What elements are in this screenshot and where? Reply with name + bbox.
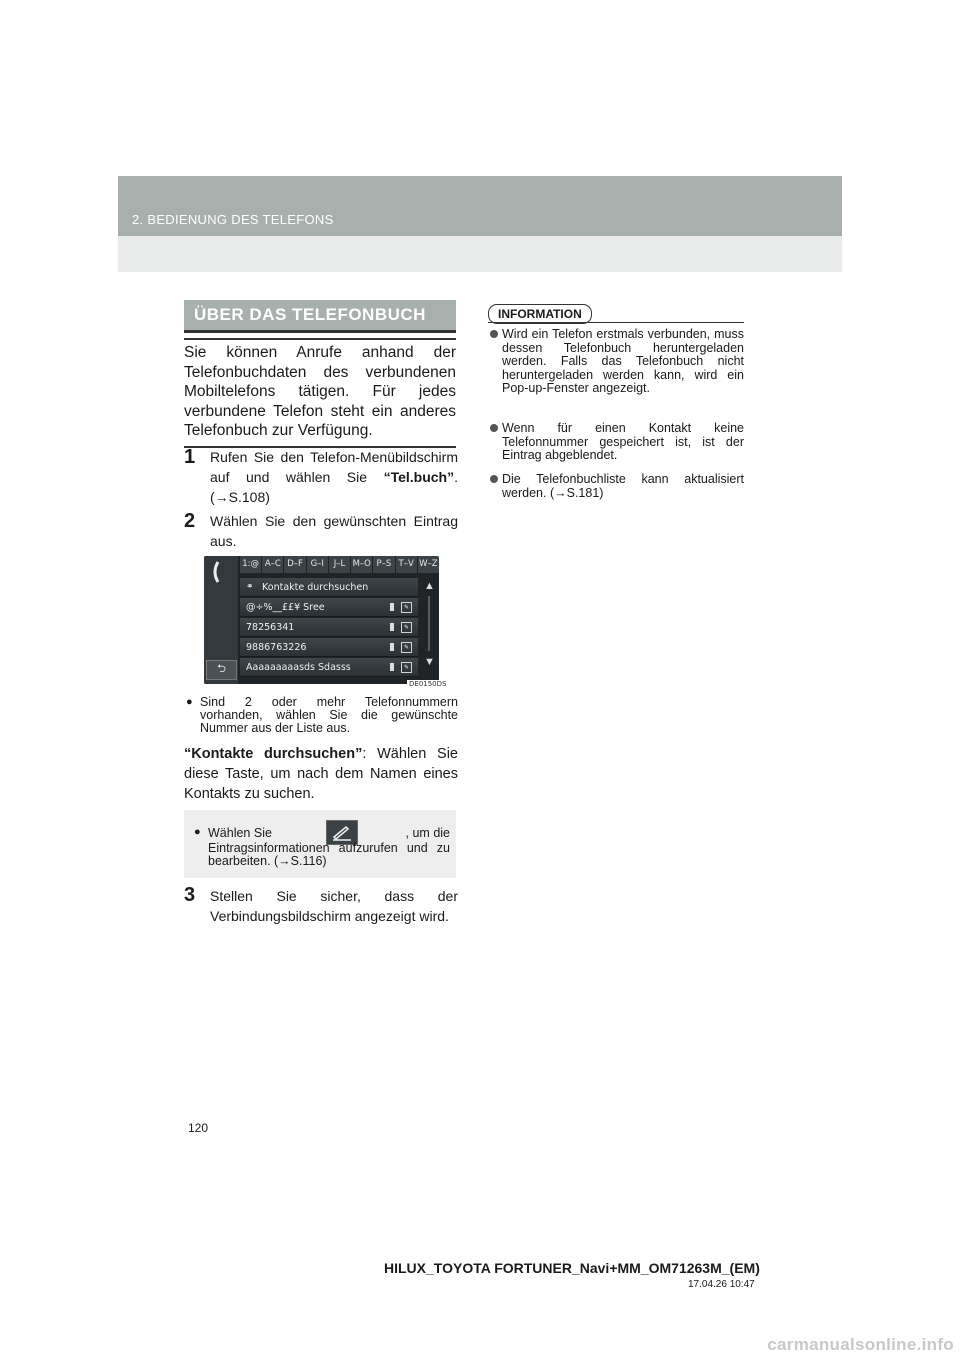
edit-icon: ✎ <box>401 602 412 613</box>
bullet-icon <box>490 475 498 483</box>
section-heading <box>184 300 456 333</box>
bullet-icon <box>490 330 498 338</box>
back-icon[interactable]: ⮌ <box>206 660 237 680</box>
info-item: Wenn für einen Kontakt keine Telefonnummer gespeichert ist, ist der Eintrag abgeblendet. <box>502 421 744 462</box>
info-item: Die Telefonbuchliste kann aktualisiert werden. (→S.181) <box>502 472 744 500</box>
tab-alpha[interactable]: A–C <box>262 556 283 573</box>
bullet-icon: ● <box>186 696 193 708</box>
bullet-text: Sind 2 oder mehr Telefonnummern vorhanden, wählen Sie die gewünschte Nummer aus der Liste aus. <box>200 695 458 735</box>
timestamp: 17.04.26 10:47 <box>688 1279 755 1290</box>
phone-icon <box>390 663 394 671</box>
tab-alpha[interactable]: W–Z <box>418 556 439 573</box>
tab-alpha[interactable]: G–I <box>307 556 328 573</box>
contact-row[interactable]: 9886763226 ✎ <box>240 638 418 657</box>
edit-icon: ✎ <box>401 622 412 633</box>
screen-sidebar <box>204 556 238 684</box>
watermark: carmanualsonline.info <box>767 1335 954 1354</box>
phonebook-screenshot <box>204 556 439 684</box>
document-id: HILUX_TOYOTA FORTUNER_Navi+MM_OM71263M_(EM) <box>384 1260 760 1276</box>
search-contacts-button[interactable] <box>240 578 418 597</box>
search-note: “Kontakte durchsuchen”: Wählen Sie diese Taste, um nach dem Namen eines Kontakts zu suchen. <box>184 746 458 802</box>
contact-row[interactable]: @÷%__££¥ Sree ✎ <box>240 598 418 617</box>
information-label: INFORMATION <box>488 304 592 324</box>
phone-icon <box>390 643 394 651</box>
image-code: DE0150DS <box>409 680 447 688</box>
step-2-text: Wählen Sie den gewünschten Eintrag aus. <box>210 513 458 549</box>
edit-icon: ✎ <box>401 642 412 653</box>
phone-icon <box>390 603 394 611</box>
tab-alpha[interactable]: M–O <box>351 556 372 573</box>
info-item: Wird ein Telefon erstmals verbunden, muss dessen Telefonbuch heruntergeladen werden. Falls das Telefonbuch nicht heruntergeladen werden kann, wird ein Pop-up-Fenster angezeigt. <box>502 327 744 395</box>
scrollbar[interactable] <box>423 576 435 671</box>
edit-note-rest: Eintragsinformationen aufzurufen und zu bearbeiten. (→S.116) <box>208 841 450 868</box>
scroll-track <box>428 596 430 651</box>
tab-alpha[interactable]: J–L <box>329 556 350 573</box>
step-3-text: Stellen Sie sicher, dass der Verbindungsbildschirm angezeigt wird. <box>210 888 458 924</box>
header-band <box>118 176 842 236</box>
alphabet-tabs <box>240 556 439 573</box>
edit-note-pre: Wählen Sie <box>208 826 272 840</box>
contact-row[interactable]: 78256341 ✎ <box>240 618 418 637</box>
tab-alpha[interactable]: T–V <box>396 556 417 573</box>
tab-alpha[interactable]: P–S <box>373 556 394 573</box>
chapter-title: 2. BEDIENUNG DES TELEFONS <box>132 212 334 227</box>
search-label: Kontakte durchsuchen <box>262 582 369 593</box>
edit-note-post: , um die <box>405 826 450 840</box>
scroll-down-icon[interactable]: ▼ <box>424 656 435 668</box>
step-number: 3 <box>184 884 196 906</box>
header-subband <box>118 236 842 272</box>
bullet-icon: ● <box>194 826 201 838</box>
tab-alpha[interactable]: 1:@ <box>240 556 261 573</box>
intro-text: Sie können Anrufe anhand der Telefonbuchdaten des verbundenen Mobiltelefons tätigen. Für jedes verbundene Telefon steht ein anderes Telefonbuch zur Verfügung. <box>184 338 456 448</box>
search-icon: ⚭ <box>246 582 254 592</box>
step-number: 1 <box>184 446 196 468</box>
contact-row[interactable]: Aaaaaaaaasds Sdasss ✎ <box>240 658 418 677</box>
page-number: 120 <box>188 1121 209 1135</box>
scroll-up-icon[interactable]: ▲ <box>424 580 435 592</box>
step-1-text: Rufen Sie den Telefon-Menübildschirm auf und wählen Sie “Tel.buch”. (→S.108) <box>210 449 458 505</box>
edit-icon: ✎ <box>401 662 412 673</box>
information-rule <box>488 322 744 323</box>
bullet-icon <box>490 424 498 432</box>
step-number: 2 <box>184 510 196 532</box>
tab-alpha[interactable]: D–F <box>284 556 305 573</box>
phone-icon <box>390 623 394 631</box>
section-title: ÜBER DAS TELEFONBUCH <box>194 305 426 324</box>
